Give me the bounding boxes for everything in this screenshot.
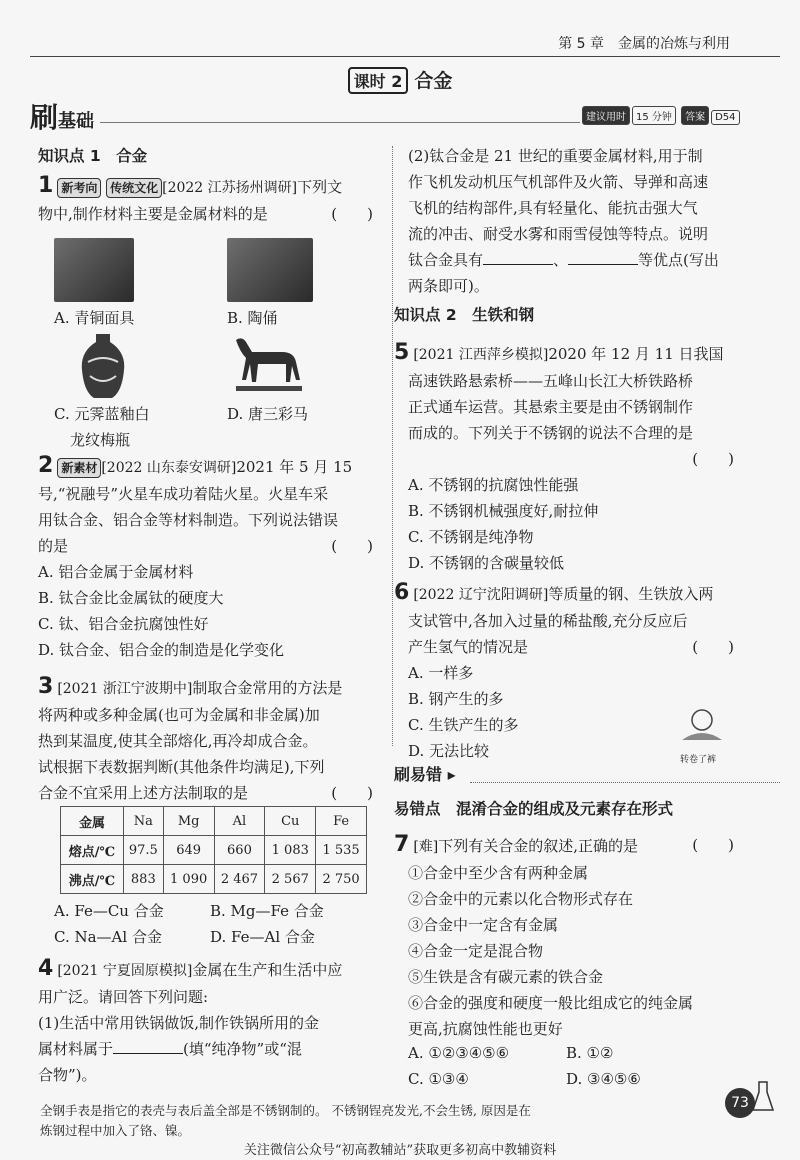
q1-text: 下列文 bbox=[297, 178, 343, 196]
q4p2-text-5b: 、 bbox=[553, 251, 569, 269]
question-4 bbox=[38, 956, 373, 1088]
q2-text-3: 用钛合金、铝合金等材料制造。下列说法错误 bbox=[38, 511, 339, 529]
column-divider bbox=[392, 146, 393, 746]
answer-blank[interactable] bbox=[568, 250, 638, 265]
q7-option-b: B. ①② bbox=[566, 1044, 614, 1062]
q3-option-d: D. Fe—Al 合金 bbox=[210, 928, 315, 946]
q5-text-3: 正式通车运营。其悬索主要是由不锈钢制作 bbox=[408, 398, 694, 416]
q7-option-a: A. ①②③④⑤⑥ bbox=[408, 1044, 510, 1062]
terracotta-image bbox=[227, 238, 313, 302]
q1-source: [2022 江苏扬州调研] bbox=[162, 180, 298, 196]
q1-badge: 新考向 bbox=[57, 178, 101, 198]
mistake-point: 易错点 混淆合金的组成及元素存在形式 bbox=[394, 800, 674, 818]
q4-text-4a: 属材料属于 bbox=[38, 1040, 114, 1058]
q5-number: 5 bbox=[394, 340, 410, 365]
q5-text-1: 2020 年 12 月 11 日我国 bbox=[548, 345, 724, 363]
q2-text-2: 号,“祝融号”火星车成功着陆火星。火星车采 bbox=[38, 485, 329, 503]
mistake-section-title: 刷易错 ▸ bbox=[394, 765, 456, 784]
lesson-number: 课时 2 bbox=[348, 67, 409, 94]
table-cell: 1 090 bbox=[163, 865, 214, 894]
q5-text-2: 高速铁路悬索桥——五峰山长江大桥铁路桥 bbox=[408, 372, 694, 390]
q2-badge: 新素材 bbox=[57, 458, 101, 478]
section-brand bbox=[30, 96, 94, 136]
q2-text-1: 2021 年 5 月 15 bbox=[236, 458, 353, 476]
question-2 bbox=[38, 453, 373, 663]
q4p2-text-5c: 等优点(写出 bbox=[638, 251, 719, 269]
table-cell: Al bbox=[214, 807, 265, 836]
q1-option-a: A. 青铜面具 bbox=[54, 309, 135, 327]
q6-text-2: 支试管中,各加入过量的稀盐酸,充分反应后 bbox=[408, 612, 688, 630]
table-cell: 1 535 bbox=[316, 836, 367, 865]
q4-source: [2021 宁夏固原模拟] bbox=[57, 963, 193, 979]
question-7 bbox=[394, 832, 734, 1042]
question-5 bbox=[394, 340, 734, 576]
q5-option-d: D. 不锈钢的含碳量较低 bbox=[408, 554, 565, 572]
q2-option-c: C. 钛、铝合金抗腐蚀性好 bbox=[38, 615, 209, 633]
question-1 bbox=[38, 173, 373, 227]
q7-statement-6b: 更高,抗腐蚀性能也更好 bbox=[408, 1020, 563, 1038]
q7-statement-2: ②合金中的元素以化合物形式存在 bbox=[408, 890, 634, 908]
q3-text-2: 将两种或多种金属(也可为金属和非金属)加 bbox=[38, 706, 320, 724]
q3-option-c: C. Na—Al 合金 bbox=[54, 928, 162, 946]
brand-divider bbox=[100, 122, 580, 123]
table-header-row bbox=[61, 807, 367, 836]
table-cell: 熔点/℃ bbox=[61, 836, 124, 865]
q2-paren: ( ) bbox=[331, 537, 373, 555]
q7-statement-6a: ⑥合金的强度和硬度一般比组成它的纯金属 bbox=[408, 994, 694, 1012]
q7-statement-1: ①合金中至少含有两种金属 bbox=[408, 864, 589, 882]
q7-option-d: D. ③④⑤⑥ bbox=[566, 1070, 641, 1088]
table-cell: 660 bbox=[214, 836, 265, 865]
q7-source: [难] bbox=[413, 839, 439, 855]
section-name: 基础 bbox=[58, 111, 95, 132]
q6-option-b: B. 钢产生的多 bbox=[408, 690, 504, 708]
answer-label: 答案 bbox=[681, 106, 709, 125]
q6-option-d: D. 无法比较 bbox=[408, 742, 490, 760]
table-cell: 649 bbox=[163, 836, 214, 865]
table-cell: 2 467 bbox=[214, 865, 265, 894]
q6-text-1: 等质量的钢、生铁放入两 bbox=[548, 585, 714, 603]
q5-option-b: B. 不锈钢机械强度好,耐拉伸 bbox=[408, 502, 599, 520]
chapter-title: 第 5 章 金属的冶炼与利用 bbox=[558, 36, 730, 52]
table-cell: Cu bbox=[265, 807, 316, 836]
q2-option-a: A. 铝合金属于金属材料 bbox=[38, 563, 194, 581]
answer-blank[interactable] bbox=[113, 1039, 183, 1054]
footer-note-2: 炼钢过程中加入了铬、镍。 bbox=[40, 1123, 191, 1138]
table-cell: 金属 bbox=[61, 807, 124, 836]
page-number: 73 bbox=[725, 1088, 755, 1118]
q6-paren: ( ) bbox=[692, 638, 734, 656]
q3-text-5: 合金不宜采用上述方法制取的是 bbox=[38, 784, 249, 802]
lesson-name: 合金 bbox=[414, 70, 453, 92]
lesson-title bbox=[0, 66, 800, 94]
suggest-time bbox=[580, 106, 740, 125]
header-rule bbox=[30, 56, 780, 57]
table-row bbox=[61, 865, 367, 894]
table-cell: Fe bbox=[316, 807, 367, 836]
answer-value: D54 bbox=[711, 110, 739, 125]
q4p2-text-2: 作飞机发动机压气机部件及火箭、导弹和高速 bbox=[408, 173, 709, 191]
q5-option-a: A. 不锈钢的抗腐蚀性能强 bbox=[408, 476, 579, 494]
q7-number: 7 bbox=[394, 832, 410, 857]
q3-text-3: 热到某温度,使其全部熔化,再冷却成合金。 bbox=[38, 732, 318, 750]
bronze-mask-image bbox=[54, 238, 134, 302]
q1-option-d: D. 唐三彩马 bbox=[227, 405, 309, 423]
q4-part-2 bbox=[408, 143, 748, 299]
q4p2-text-3: 飞机的结构部件,具有轻量化、能抗击强大气 bbox=[408, 199, 698, 217]
q1-number: 1 bbox=[38, 173, 54, 198]
q4-text-3: (1)生活中常用铁锅做饭,制作铁锅所用的金 bbox=[38, 1014, 320, 1032]
q4-text-5: 合物”)。 bbox=[38, 1066, 97, 1084]
q7-statement-3: ③合金中一定含有金属 bbox=[408, 916, 559, 934]
q2-option-b: B. 钛合金比金属钛的硬度大 bbox=[38, 589, 224, 607]
q3-text-1: 制取合金常用的方法是 bbox=[192, 679, 343, 697]
q5-option-c: C. 不锈钢是纯净物 bbox=[408, 528, 534, 546]
table-cell: Na bbox=[123, 807, 163, 836]
q7-paren: ( ) bbox=[692, 836, 734, 854]
q5-paren: ( ) bbox=[692, 450, 734, 468]
q1-option-c-l1: C. 元霁蓝釉白 bbox=[54, 405, 150, 423]
q2-number: 2 bbox=[38, 453, 54, 478]
q6-source: [2022 辽宁沈阳调研] bbox=[413, 587, 549, 603]
q4-text-2: 用广泛。请回答下列问题: bbox=[38, 988, 209, 1006]
table-cell: 2 567 bbox=[265, 865, 316, 894]
footer-note bbox=[40, 1101, 720, 1141]
answer-blank[interactable] bbox=[483, 250, 553, 265]
q7-statement-4: ④合金一定是混合物 bbox=[408, 942, 544, 960]
q3-source: [2021 浙江宁波期中] bbox=[57, 681, 193, 697]
q2-option-d: D. 钛合金、铝合金的制造是化学变化 bbox=[38, 641, 285, 659]
q4p2-text-4: 流的冲击、耐受水雾和雨雪侵蚀等特点。说明 bbox=[408, 225, 709, 243]
table-cell: 97.5 bbox=[123, 836, 163, 865]
q6-text-3: 产生氢气的情况是 bbox=[408, 638, 529, 656]
q6-option-a: A. 一样多 bbox=[408, 664, 474, 682]
horse-image bbox=[228, 334, 308, 396]
vase-image bbox=[78, 332, 128, 400]
knowledge-point-2: 知识点 2 生铁和钢 bbox=[394, 306, 535, 324]
table-cell: 1 083 bbox=[265, 836, 316, 865]
q1-badge-2: 传统文化 bbox=[106, 178, 162, 198]
knowledge-point-1: 知识点 1 合金 bbox=[38, 147, 148, 165]
table-cell: 883 bbox=[123, 865, 163, 894]
q2-source: [2022 山东泰安调研] bbox=[101, 460, 237, 476]
table-cell: Mg bbox=[163, 807, 214, 836]
table-row bbox=[61, 836, 367, 865]
q3-option-a: A. Fe—Cu 合金 bbox=[54, 902, 164, 920]
q3-number: 3 bbox=[38, 674, 54, 699]
q4p2-text-1: (2)钛合金是 21 世纪的重要金属材料,用于制 bbox=[408, 147, 703, 165]
promo-text: 关注微信公众号“初高教辅站”获取更多初高中教辅资料 bbox=[243, 1143, 557, 1158]
q1-option-b: B. 陶俑 bbox=[227, 309, 278, 327]
q5-text-4: 而成的。下列关于不锈钢的说法不合理的是 bbox=[408, 424, 694, 442]
left-column bbox=[38, 143, 373, 227]
q6-number: 6 bbox=[394, 580, 410, 605]
brand-char: 刷 bbox=[30, 101, 59, 134]
q1-paren: ( ) bbox=[331, 205, 373, 223]
flask-icon bbox=[752, 1080, 774, 1114]
q6-option-c: C. 生铁产生的多 bbox=[408, 716, 519, 734]
q2-text-4: 的是 bbox=[38, 537, 69, 555]
cartoon-sticker bbox=[674, 706, 730, 750]
suggest-label: 建议用时 bbox=[582, 106, 630, 125]
mistake-title: 刷易错 bbox=[394, 765, 443, 784]
suggest-value: 15 分钟 bbox=[632, 106, 676, 125]
table-cell: 沸点/℃ bbox=[61, 865, 124, 894]
q3-option-b: B. Mg—Fe 合金 bbox=[210, 902, 324, 920]
table-cell: 2 750 bbox=[316, 865, 367, 894]
q4p2-text-6: 两条即可)。 bbox=[408, 277, 489, 295]
mistake-divider bbox=[470, 782, 780, 783]
q3-text-4: 试根据下表数据判断(其他条件均满足),下列 bbox=[38, 758, 325, 776]
q4-number: 4 bbox=[38, 956, 54, 981]
q7-statement-5: ⑤生铁是含有碳元素的铁合金 bbox=[408, 968, 604, 986]
q4-text-4b: (填“纯净物”或“混 bbox=[183, 1040, 302, 1058]
q3-paren: ( ) bbox=[331, 784, 373, 802]
question-3 bbox=[38, 674, 373, 806]
footer-note-1: 全钢手表是指它的表壳与表后盖全部是不锈钢制的。 不锈钢锃亮发光,不会生锈, 原因是在 bbox=[40, 1103, 531, 1118]
q1-option-c bbox=[54, 401, 149, 453]
q4p2-text-5a: 钛合金具有 bbox=[408, 251, 484, 269]
q1-text-2: 物中,制作材料主要是金属材料的是 bbox=[38, 205, 268, 223]
q4-text-1: 金属在生产和生活中应 bbox=[192, 961, 343, 979]
q5-source: [2021 江西萍乡模拟] bbox=[413, 347, 549, 363]
sticker-caption: 转卷了裤 bbox=[680, 755, 717, 765]
metal-table bbox=[60, 806, 367, 894]
q7-option-c: C. ①③④ bbox=[408, 1070, 469, 1088]
q1-option-c-l2: 龙纹梅瓶 bbox=[70, 431, 131, 449]
q7-text-1: 下列有关合金的叙述,正确的是 bbox=[438, 837, 639, 855]
